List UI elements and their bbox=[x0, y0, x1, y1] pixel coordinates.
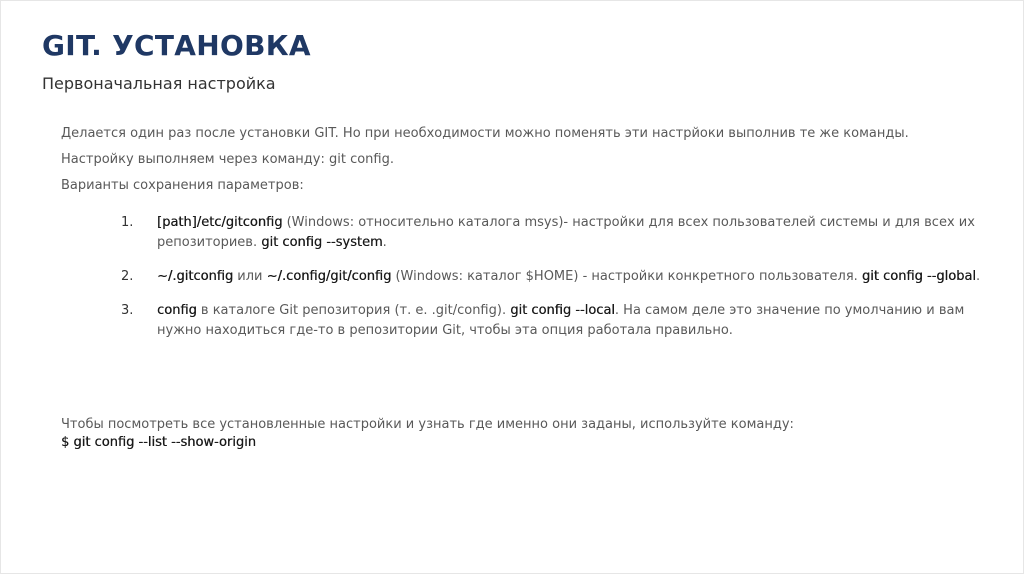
list-item-number: 1. bbox=[121, 215, 134, 230]
slide-title: GIT. УСТАНОВКА bbox=[42, 29, 311, 62]
list-item bbox=[121, 213, 981, 253]
list-item-tail: . bbox=[975, 269, 981, 284]
config-path: config bbox=[157, 303, 197, 318]
config-path: [path]/etc/gitconfig bbox=[157, 215, 283, 230]
list-item-number: 3. bbox=[121, 303, 134, 318]
intro-line: Делается один раз после установки GIT. Но при необходимости можно поменять эти настрйоки выполнив те же команды. bbox=[61, 126, 909, 141]
list-item-description: (Windows: каталог $HOME) - настройки конкретного пользователя. bbox=[391, 269, 862, 284]
slide-subtitle: Первоначальная настройка bbox=[42, 74, 276, 93]
intro-line: Варианты сохранения параметров: bbox=[61, 178, 304, 193]
list-item bbox=[121, 301, 981, 341]
git-command: git config --global bbox=[861, 269, 976, 284]
git-command: git config --local bbox=[510, 303, 615, 318]
footer-text: Чтобы посмотреть все установленные настройки и узнать где именно они заданы, используйте команду: bbox=[61, 417, 794, 432]
list-item bbox=[121, 267, 981, 287]
git-command: git config --system bbox=[261, 235, 383, 250]
list-item-number: 2. bbox=[121, 269, 134, 284]
config-path: ~/.gitconfig bbox=[157, 269, 234, 284]
list-item-description: в каталоге Git репозитория (т. е. .git/config). bbox=[196, 303, 511, 318]
config-path-alt: ~/.config/git/config bbox=[266, 269, 392, 284]
variants-list bbox=[121, 213, 981, 341]
list-item-description: (Windows: относительно каталога msys)- настройки для всех пользователей системы и для всех их репозиториев. bbox=[157, 215, 975, 250]
list-item-tail: . bbox=[382, 235, 387, 250]
intro-line: Настройку выполняем через команду: git config. bbox=[61, 152, 394, 167]
intro-text bbox=[61, 121, 961, 199]
footer-command: $ git config --list --show-origin bbox=[61, 435, 256, 450]
list-item-connector: или bbox=[233, 269, 267, 284]
footer-note bbox=[61, 416, 794, 452]
list-item-tail: . На самом деле это значение по умолчанию и вам нужно находиться где-то в репозитории Git, чтобы эта опция работала правильно. bbox=[157, 303, 965, 338]
